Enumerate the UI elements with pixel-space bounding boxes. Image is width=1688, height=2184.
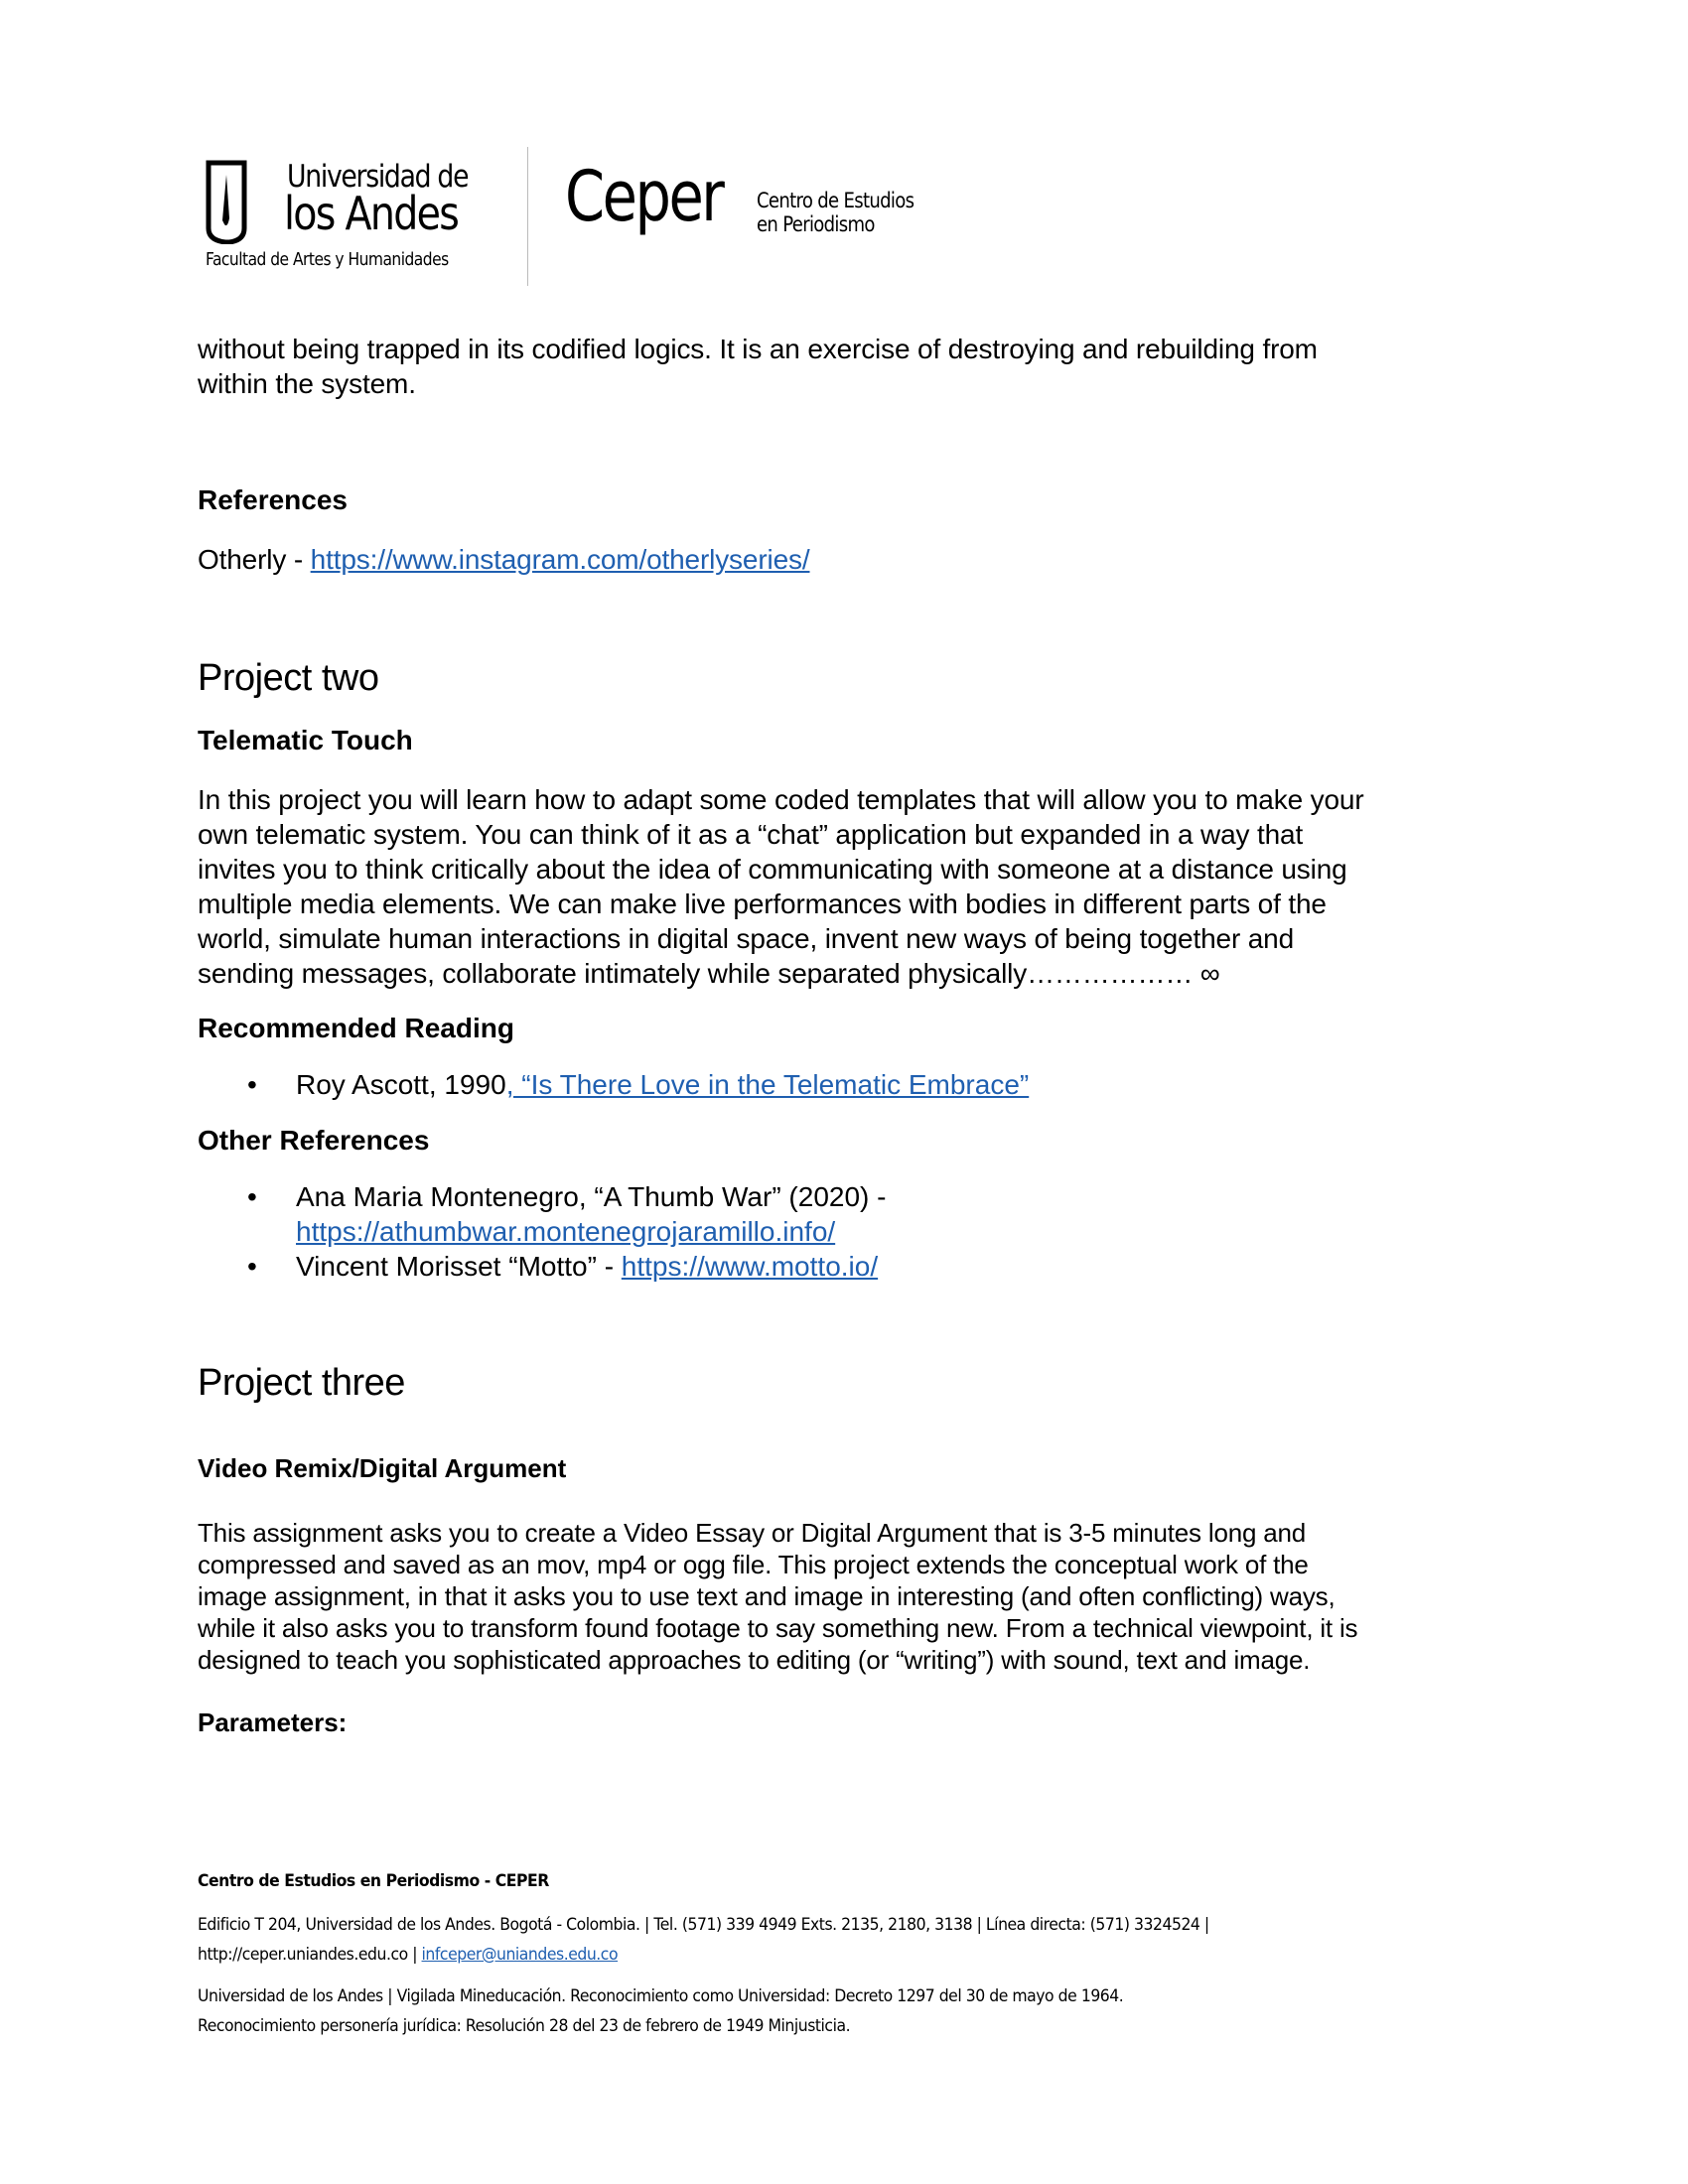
other-references-heading: Other References bbox=[198, 1125, 430, 1156]
logo-divider bbox=[527, 147, 528, 286]
body-line: compressed and saved as an mov, mp4 or ogg file. This project extends the conceptual work of the bbox=[198, 1550, 1309, 1579]
uniandes-shield-logo-icon bbox=[206, 159, 247, 244]
ceper-subtitle bbox=[757, 189, 914, 236]
body-line: image assignment, in that it asks you to use text and image in interesting (and often conflicting) ways, bbox=[198, 1581, 1336, 1611]
footer-website: http://ceper.uniandes.edu.co | bbox=[198, 1945, 422, 1965]
thumb-war-link[interactable]: https://athumbwar.montenegrojaramillo.info/ bbox=[296, 1216, 836, 1247]
faculty-name: Facultad de Artes y Humanidades bbox=[206, 249, 449, 270]
footer-contact bbox=[198, 1940, 1385, 1970]
reading-author: Roy Ascott, 1990 bbox=[296, 1069, 506, 1100]
footer-address: Edificio T 204, Universidad de los Andes. Bogotá - Colombia. | Tel. (571) 339 4949 Exts. 2135, 2180, 3138 | Línea directa: (571) 3324524 | bbox=[198, 1915, 1209, 1935]
motto-link[interactable]: https://www.motto.io/ bbox=[621, 1251, 879, 1282]
body-line: while it also asks you to transform found footage to say something new. From a technical viewpoint, it is bbox=[198, 1613, 1358, 1643]
footer-org: Centro de Estudios en Periodismo - CEPER bbox=[198, 1871, 549, 1891]
recommended-reading-list bbox=[198, 1067, 1508, 1102]
body-line: invites you to think critically about the idea of communicating with someone at a distance using bbox=[198, 854, 1347, 885]
reference-text: Ana Maria Montenegro, “A Thumb War” (2020) - bbox=[296, 1181, 887, 1212]
list-item bbox=[198, 1179, 1508, 1249]
ceper-logo: Ceper bbox=[565, 156, 723, 237]
body-line: multiple media elements. We can make live performances with bodies in different parts of the bbox=[198, 888, 1327, 919]
bullet-icon: • bbox=[247, 1181, 257, 1212]
footer-email-link[interactable]: infceper@uniandes.edu.co bbox=[421, 1945, 619, 1965]
ascott-reading-link[interactable]: , “Is There Love in the Telematic Embrace” bbox=[505, 1069, 1030, 1100]
reference-label: Otherly - bbox=[198, 544, 311, 575]
body-line: This assignment asks you to create a Video Essay or Digital Argument that is 3-5 minutes long and bbox=[198, 1518, 1307, 1548]
body-line: designed to teach you sophisticated approaches to editing (or “writing”) with sound, text and image. bbox=[198, 1645, 1311, 1675]
project-three-heading: Project three bbox=[198, 1362, 405, 1404]
intro-line: within the system. bbox=[198, 368, 416, 399]
reference-text: Vincent Morisset “Motto” - bbox=[296, 1251, 622, 1282]
body-line: world, simulate human interactions in digital space, invent new ways of being together and bbox=[198, 923, 1295, 954]
project-two-section bbox=[198, 657, 1508, 700]
recommended-reading-heading: Recommended Reading bbox=[198, 1013, 514, 1043]
body-line: In this project you will learn how to adapt some coded templates that will allow you to make your bbox=[198, 784, 1364, 815]
references-section bbox=[198, 484, 1508, 516]
ceper-subtitle-line1: Centro de Estudios bbox=[757, 189, 914, 212]
project-two-heading: Project two bbox=[198, 657, 379, 699]
reference-item bbox=[198, 542, 1508, 577]
intro-line: without being trapped in its codified logics. It is an exercise of destroying and rebuilding from bbox=[198, 334, 1318, 364]
list-item bbox=[198, 1249, 1508, 1284]
project-three-subheading: Video Remix/Digital Argument bbox=[198, 1453, 567, 1483]
otherly-instagram-link[interactable]: https://www.instagram.com/otherlyseries/ bbox=[310, 544, 810, 575]
references-heading: References bbox=[198, 484, 348, 515]
project-two-body bbox=[198, 782, 1508, 991]
project-two-subheading: Telematic Touch bbox=[198, 725, 413, 755]
bullet-icon: • bbox=[247, 1069, 257, 1100]
project-three-section bbox=[198, 1362, 1508, 1405]
letterhead bbox=[0, 0, 1688, 298]
parameters-heading: Parameters: bbox=[198, 1707, 348, 1737]
bullet-icon: • bbox=[247, 1251, 257, 1282]
ceper-subtitle-line2: en Periodismo bbox=[757, 212, 875, 236]
university-name-line2: los Andes bbox=[284, 187, 459, 240]
footer bbox=[198, 1866, 1385, 2041]
other-references-list bbox=[198, 1179, 1508, 1284]
list-item bbox=[198, 1067, 1508, 1102]
university-name-line1: Universidad de bbox=[287, 159, 469, 195]
project-three-body bbox=[198, 1517, 1508, 1676]
body-line: own telematic system. You can think of it as a “chat” application but expanded in a way that bbox=[198, 819, 1304, 850]
body-line: sending messages, collaborate intimately while separated physically……………… ∞ bbox=[198, 958, 1220, 989]
intro-paragraph bbox=[198, 332, 1508, 401]
footer-legal-line: Universidad de los Andes | Vigilada Mineducación. Reconocimiento como Universidad: Decreto 1297 del 30 de mayo de 1964. bbox=[198, 1986, 1124, 2006]
footer-legal-line: Reconocimiento personería jurídica: Resolución 28 del 23 de febrero de 1949 Minjusticia. bbox=[198, 2016, 851, 2036]
